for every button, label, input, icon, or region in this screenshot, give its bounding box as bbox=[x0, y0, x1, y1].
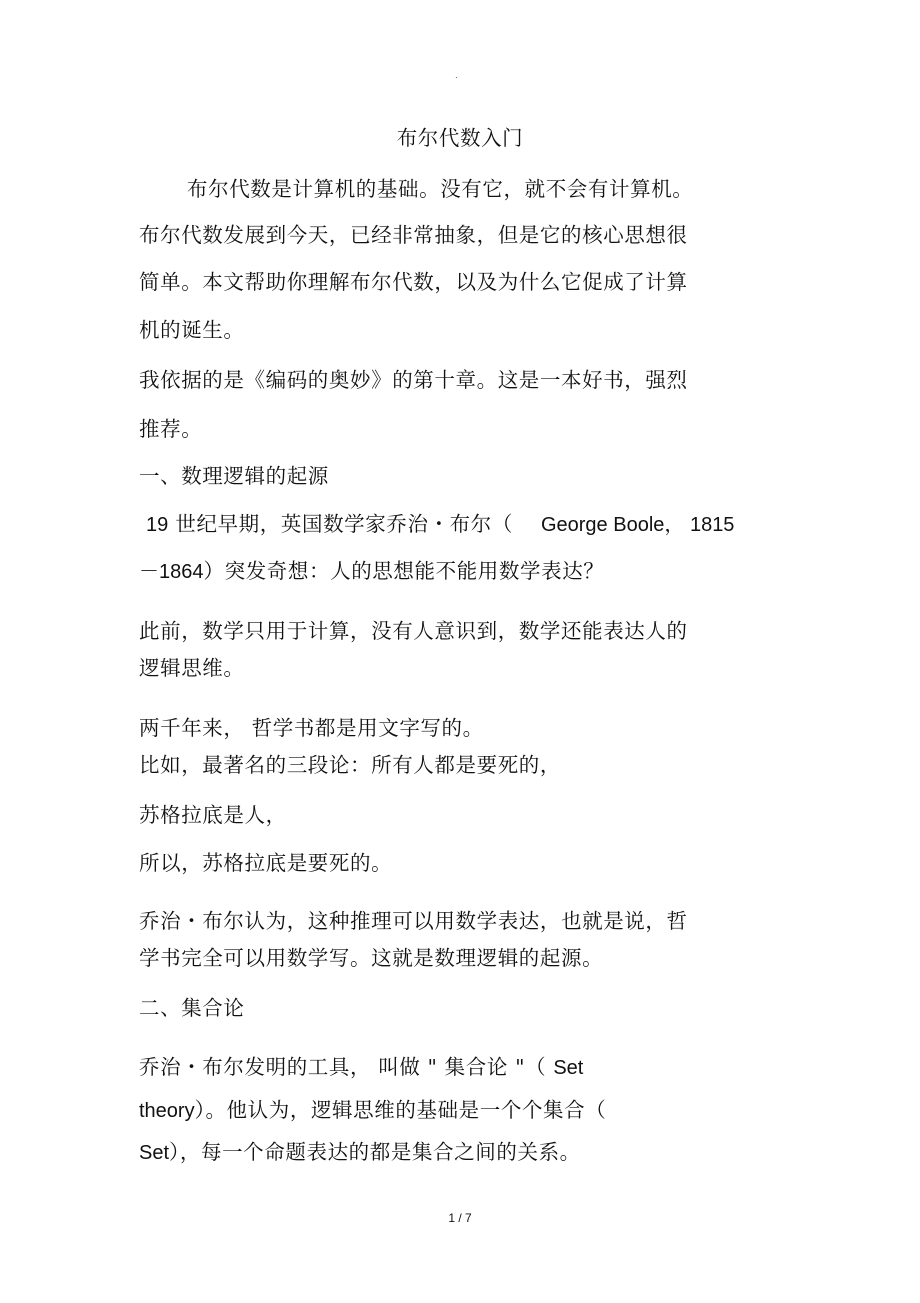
line-segment: George Boole， 1815 bbox=[540, 514, 735, 536]
paragraph-line bbox=[139, 557, 604, 586]
section-heading: 一、数理逻辑的起源 bbox=[139, 464, 329, 488]
line-segment: Set bbox=[139, 1142, 170, 1164]
paragraph-line: 此前，数学只用于计算，没有人意识到，数学还能表达人的 bbox=[139, 619, 688, 643]
paragraph-line: 学书完全可以用数学写。这就是数理逻辑的起源。 bbox=[139, 946, 604, 970]
paragraph-line: 乔治・布尔认为，这种推理可以用数学表达，也就是说，哲 bbox=[139, 909, 688, 933]
paragraph-line bbox=[139, 1138, 581, 1167]
paragraph-line: 我依据的是《编码的奥妙》的第十章。这是一本好书，强烈 bbox=[139, 368, 688, 392]
paragraph-line: 推荐。 bbox=[139, 417, 203, 441]
line-segment: 19 bbox=[146, 514, 169, 536]
paragraph-line bbox=[139, 1096, 606, 1125]
paragraph-line: 比如，最著名的三段论：所有人都是要死的， bbox=[139, 753, 561, 777]
line-segment: theory bbox=[139, 1100, 195, 1122]
line-segment: 乔治・布尔发明的工具， 叫做 " 集合论 "（ bbox=[139, 1055, 554, 1079]
document-title: 布尔代数入门 bbox=[396, 126, 524, 150]
paragraph-line bbox=[146, 510, 734, 539]
page-number: 1 / 7 bbox=[448, 1211, 472, 1225]
line-segment: ），每一个命题表达的都是集合之间的关系。 bbox=[169, 1140, 581, 1164]
paragraph-line: 简单。本文帮助你理解布尔代数，以及为什么它促成了计算 bbox=[139, 270, 688, 294]
line-segment: 世纪早期，英国数学家乔治・布尔（ bbox=[168, 512, 513, 536]
paragraph-line: 逻辑思维。 bbox=[139, 656, 245, 680]
paragraph-line: 机的诞生。 bbox=[139, 318, 245, 342]
line-segment: ）突发奇想：人的思想能不能用数学表达？ bbox=[203, 559, 605, 583]
paragraph-line: 布尔代数是计算机的基础。没有它，就不会有计算机。 bbox=[187, 177, 694, 201]
header-mark: . bbox=[455, 70, 458, 81]
line-segment: Set bbox=[553, 1057, 584, 1079]
section-heading: 二、集合论 bbox=[139, 996, 245, 1020]
line-segment: ）。他认为，逻辑思维的基础是一个个集合（ bbox=[194, 1098, 607, 1122]
paragraph-line: 两千年来， 哲学书都是用文字写的。 bbox=[139, 716, 484, 740]
line-segment: －1864 bbox=[139, 561, 204, 583]
paragraph-line: 所以，苏格拉底是要死的。 bbox=[139, 851, 393, 875]
paragraph-line: 布尔代数发展到今天，已经非常抽象，但是它的核心思想很 bbox=[139, 223, 688, 247]
paragraph-line: 苏格拉底是人， bbox=[139, 803, 287, 827]
paragraph-line bbox=[139, 1053, 583, 1082]
